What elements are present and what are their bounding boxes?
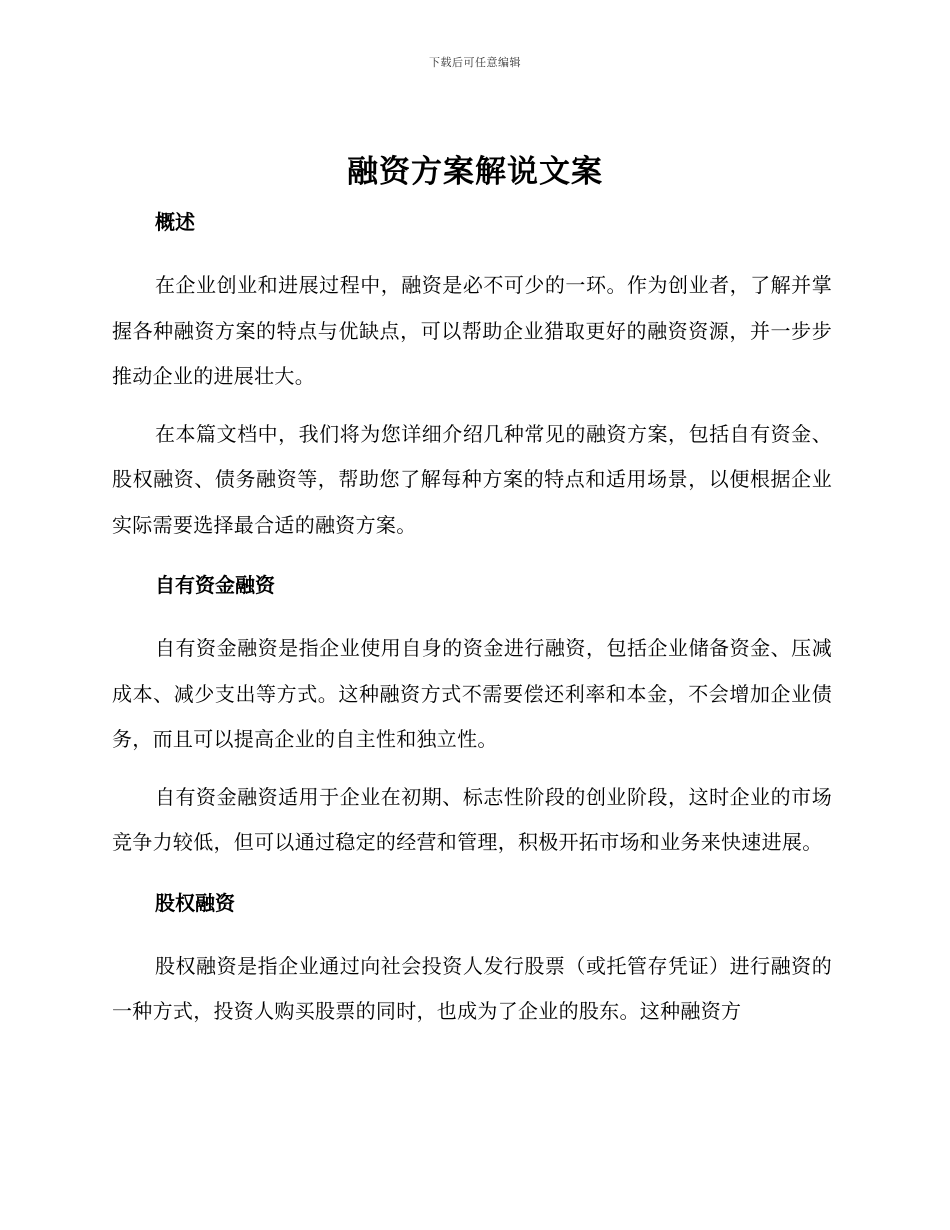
section-heading-overview: 概述 <box>155 210 195 234</box>
paragraph: 自有资金融资是指企业使用自身的资金进行融资，包括企业储备资金、压减成本、减少支出等方式。这种融资方式不需要偿还利率和本金，不会增加企业债务，而且可以提高企业的自主性和独立性。 <box>112 636 832 751</box>
paragraph: 在企业创业和进展过程中，融资是必不可少的一环。作为创业者，了解并掌握各种融资方案的特点与优缺点，可以帮助企业猎取更好的融资资源，并一步步推动企业的进展壮大。 <box>112 273 832 388</box>
document-body <box>112 207 832 1035</box>
paragraph: 在本篇文档中，我们将为您详细介绍几种常见的融资方案，包括自有资金、股权融资、债务融资等，帮助您了解每种方案的特点和适用场景，以便根据企业实际需要选择最合适的融资方案。 <box>112 421 832 537</box>
paragraph: 股权融资是指企业通过向社会投资人发行股票（或托管存凭证）进行融资的一种方式，投资人购买股票的同时，也成为了企业的股东。这种融资方 <box>112 953 832 1023</box>
header-note: 下载后可任意编辑 <box>429 56 521 69</box>
section-heading-equity: 股权融资 <box>155 890 235 915</box>
section-heading-own-funds: 自有资金融资 <box>155 573 275 597</box>
document-title: 融资方案解说文案 <box>347 154 603 190</box>
paragraph: 自有资金融资适用于企业在初期、标志性阶段的创业阶段，这时企业的市场竞争力较低，但可以通过稳定的经营和管理，积极开拓市场和业务来快速进展。 <box>112 784 832 854</box>
